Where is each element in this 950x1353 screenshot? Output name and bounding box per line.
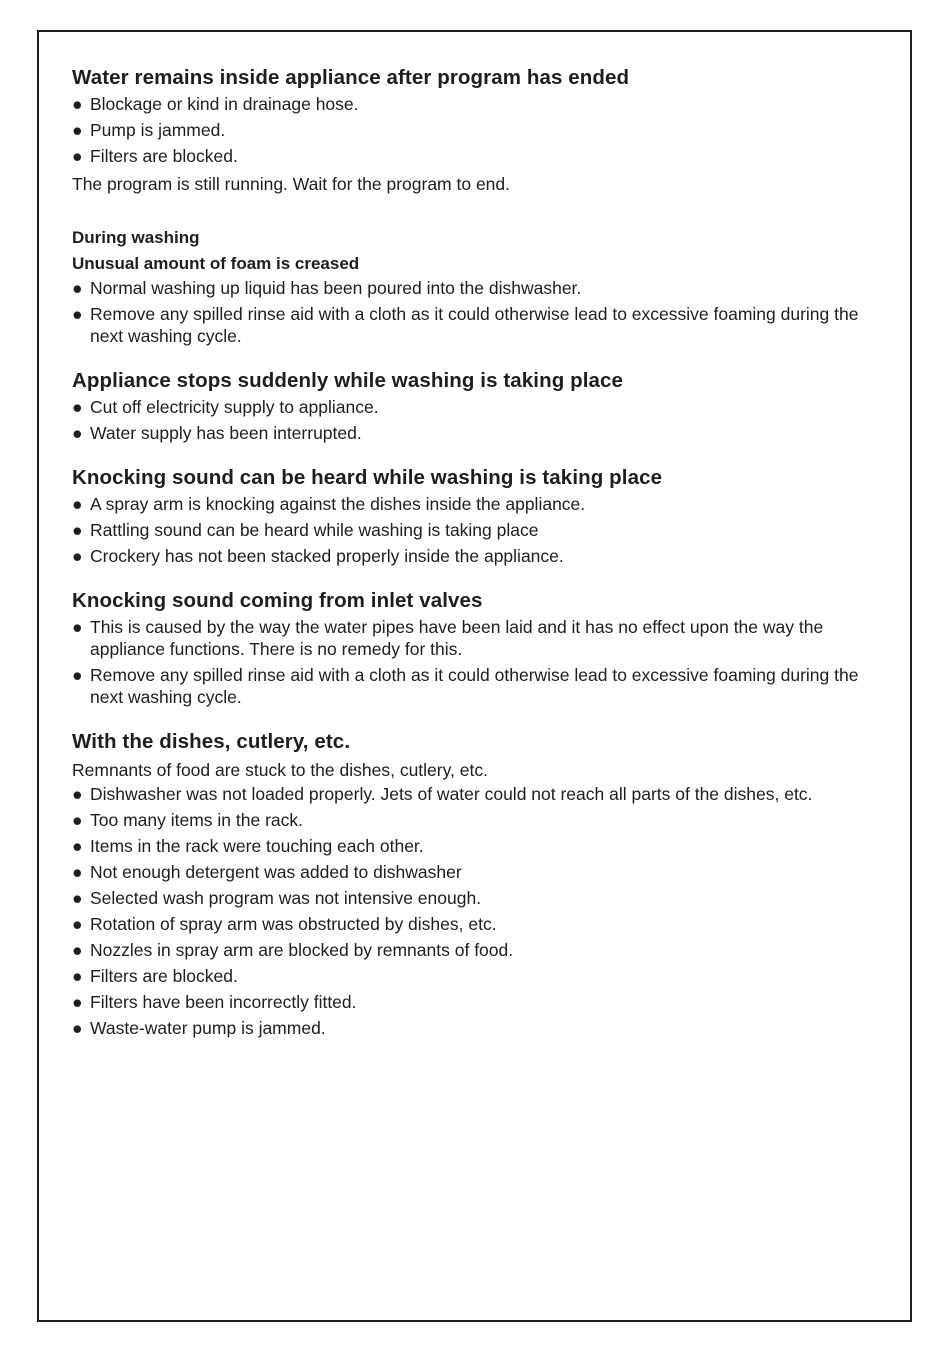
list-item xyxy=(72,277,872,299)
bullet-icon: ● xyxy=(72,914,83,934)
list-item-text: Rotation of spray arm was obstructed by dishes, etc. xyxy=(90,914,497,934)
list-item xyxy=(72,861,872,883)
list-item xyxy=(72,965,872,987)
list-item-text: A spray arm is knocking against the dishes inside the appliance. xyxy=(90,494,586,514)
list-item xyxy=(72,913,872,935)
list-item-text: Not enough detergent was added to dishwasher xyxy=(90,862,462,882)
list-item xyxy=(72,887,872,909)
list-item-text: Waste-water pump is jammed. xyxy=(90,1018,326,1038)
bullet-icon: ● xyxy=(72,617,83,637)
bullet-icon: ● xyxy=(72,940,83,960)
bullet-icon: ● xyxy=(72,810,83,830)
subheading-during-washing: During washing xyxy=(72,228,200,247)
bullet-icon: ● xyxy=(72,836,83,856)
list-item-text: Nozzles in spray arm are blocked by remnants of food. xyxy=(90,940,514,960)
subheading-foam: Unusual amount of foam is creased xyxy=(72,254,360,273)
list-item xyxy=(72,119,872,141)
bullet-list xyxy=(72,783,872,1039)
list-item xyxy=(72,809,872,831)
list-item-text: This is caused by the way the water pipes have been laid and it has no effect upon the way the appliance functions. There is no remedy for this. xyxy=(90,617,824,659)
list-item xyxy=(72,93,872,115)
bullet-list xyxy=(72,493,872,567)
bullet-icon: ● xyxy=(72,546,83,566)
list-item-text: Remove any spilled rinse aid with a cloth as it could otherwise lead to excessive foaming during the next washing cycle. xyxy=(90,304,859,346)
list-item-text: Water supply has been interrupted. xyxy=(90,423,362,443)
list-item-text: Pump is jammed. xyxy=(90,120,226,140)
section-during-washing xyxy=(72,225,872,347)
bullet-icon: ● xyxy=(72,520,83,540)
section-dishes-cutlery xyxy=(72,728,872,1039)
bullet-icon: ● xyxy=(72,1018,83,1038)
list-item-text: Crockery has not been stacked properly inside the appliance. xyxy=(90,546,564,566)
list-item xyxy=(72,519,872,541)
section-water-remains xyxy=(72,64,872,197)
bullet-list xyxy=(72,93,872,167)
bullet-icon: ● xyxy=(72,665,83,685)
bullet-list xyxy=(72,616,872,708)
list-item xyxy=(72,545,872,567)
section-note: The program is still running. Wait for the program to end. xyxy=(72,174,511,194)
list-item-text: Too many items in the rack. xyxy=(90,810,303,830)
bullet-icon: ● xyxy=(72,494,83,514)
section-heading: Water remains inside appliance after program has ended xyxy=(72,66,630,89)
list-item xyxy=(72,939,872,961)
list-item xyxy=(72,664,872,708)
section-heading: Appliance stops suddenly while washing is taking place xyxy=(72,369,624,392)
bullet-icon: ● xyxy=(72,784,83,804)
section-inlet-valves xyxy=(72,587,872,708)
troubleshooting-content xyxy=(72,64,872,1043)
list-item xyxy=(72,783,872,805)
list-item xyxy=(72,145,872,167)
list-item xyxy=(72,616,872,660)
bullet-icon: ● xyxy=(72,397,83,417)
bullet-list xyxy=(72,396,872,444)
bullet-icon: ● xyxy=(72,304,83,324)
bullet-list xyxy=(72,277,872,347)
bullet-icon: ● xyxy=(72,146,83,166)
list-item-text: Filters are blocked. xyxy=(90,966,238,986)
list-item-text: Cut off electricity supply to appliance. xyxy=(90,397,379,417)
section-knocking-sound xyxy=(72,464,872,567)
list-item-text: Normal washing up liquid has been poured into the dishwasher. xyxy=(90,278,582,298)
section-heading: Knocking sound can be heard while washing is taking place xyxy=(72,466,663,489)
bullet-icon: ● xyxy=(72,862,83,882)
bullet-icon: ● xyxy=(72,423,83,443)
list-item xyxy=(72,493,872,515)
list-item-text: Rattling sound can be heard while washing is taking place xyxy=(90,520,539,540)
bullet-icon: ● xyxy=(72,888,83,908)
list-item-text: Selected wash program was not intensive enough. xyxy=(90,888,482,908)
bullet-icon: ● xyxy=(72,94,83,114)
section-heading: Knocking sound coming from inlet valves xyxy=(72,589,483,612)
bullet-icon: ● xyxy=(72,278,83,298)
list-item xyxy=(72,303,872,347)
section-appliance-stops xyxy=(72,367,872,444)
list-item-text: Items in the rack were touching each other. xyxy=(90,836,424,856)
list-item xyxy=(72,991,872,1013)
list-item xyxy=(72,396,872,418)
list-item xyxy=(72,835,872,857)
section-heading: With the dishes, cutlery, etc. xyxy=(72,730,351,753)
list-item-text: Dishwasher was not loaded properly. Jets of water could not reach all parts of the dishes, etc. xyxy=(90,784,813,804)
bullet-icon: ● xyxy=(72,966,83,986)
list-item xyxy=(72,422,872,444)
bullet-icon: ● xyxy=(72,992,83,1012)
list-item xyxy=(72,1017,872,1039)
list-item-text: Filters have been incorrectly fitted. xyxy=(90,992,357,1012)
bullet-icon: ● xyxy=(72,120,83,140)
section-intro: Remnants of food are stuck to the dishes, cutlery, etc. xyxy=(72,760,488,780)
list-item-text: Remove any spilled rinse aid with a cloth as it could otherwise lead to excessive foaming during the next washing cycle. xyxy=(90,665,859,707)
list-item-text: Blockage or kind in drainage hose. xyxy=(90,94,359,114)
list-item-text: Filters are blocked. xyxy=(90,146,238,166)
